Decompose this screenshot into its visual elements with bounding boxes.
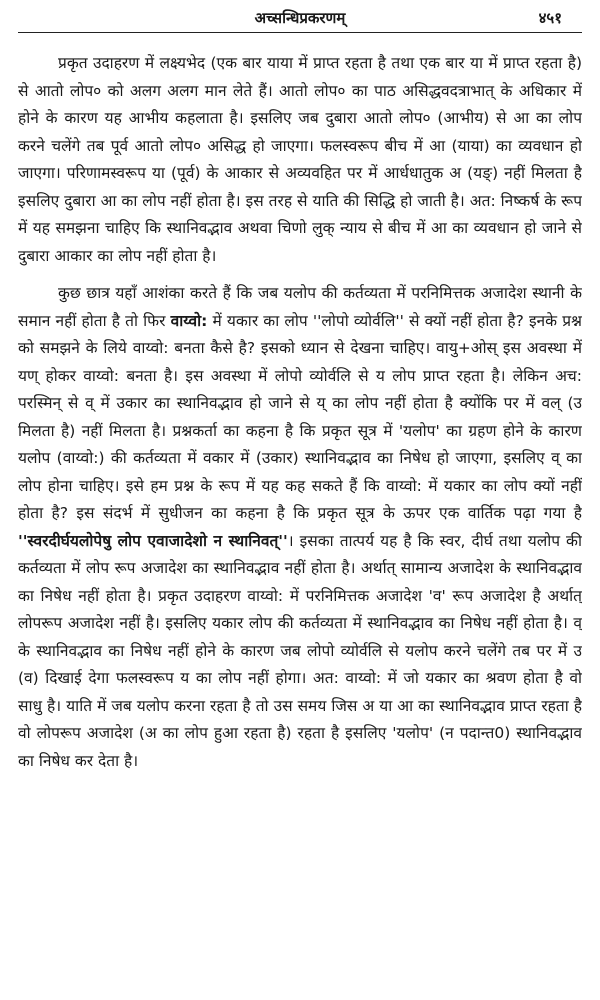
running-head: [18, 6, 582, 32]
body-text: [18, 50, 582, 994]
paragraph-2-text-b: में यकार का लोप ''लोपो व्योर्वलि'' से क्यों नहीं होता है? इनके प्रश्न को समझने के लिये वाय्वो: बनता कैसे है? इसको ध्यान से देखना चाहिए। वायु+ओस् इस अवस्था में यण् होकर वाय्वो: बनता है। इस अवस्था में लोपो व्योर्वलि से य लोप प्राप्त रहता है। लेकिन अच: परस्मिन् से व् में उकार का स्थानिवद्भाव हो जाने से य् का लोप नहीं होता है क्योंकि पर में वल् (उ मिलता है) नहीं मिलता है। प्रश्नकर्ता का कहना है कि प्रकृत सूत्र में 'यलोप' का ग्रहण होने के कारण यलोप (वाय्वो:) की कर्तव्यता में वकार में (उकार) स्थानिवद्भाव का निषेध हो जाएगा, इसलिए व् का लोप होना चाहिए। इसे हम प्रश्न के रूप में यह कह सकते हैं कि वाय्वो: में यकार का लोप क्यों नहीं होता है? इस संदर्भ में सुधीजन का कहना है कि प्रकृत सूत्र के ऊपर एक वार्तिक पढ़ा गया है: [18, 311, 582, 522]
vartika-quote: ''स्वरदीर्घयलोपेषु लोप एवाजादेशो न स्थानिवत्'': [18, 531, 288, 550]
paragraph-2: [18, 280, 582, 775]
paragraph-2-text-c: । इसका तात्पर्य यह है कि स्वर, दीर्घ तथा यलोप की कर्तव्यता में लोप रूप अजादेश का स्थानिवद्भाव नहीं होता है। अर्थात् सामान्य अजादेश के स्थानिवद्भाव का निषेध नहीं होता है। प्रकृत उदाहरण वाय्वो: में परनिमित्तक अजादेश 'व' रूप अजादेश है अर्थात् लोपरूप अजादेश नहीं है। इसलिए यकार लोप की कर्तव्यता में स्थानिवद्भाव का निषेध नहीं होता है। व् के स्थानिवद्भाव का निषेध नहीं होने के कारण जब लोपो व्योर्वलि से यलोप करने चलेंगे तब पर में उ (व) दिखाई देगा फलस्वरूप य का लोप नहीं होगा। अत: वाय्वो: में जो यकार का श्रवण होता है वो साधु है। याति में जब यलोप करना रहता है तो उस समय जिस अ या आ का स्थानिवद्भाव प्राप्त रहता है वो लोपरूप अजादेश (अ का लोप हुआ रहता है) रहता है इसलिए 'यलोप' (न पदान्त0) स्थानिवद्भाव का निषेध कर देता है।: [18, 531, 582, 770]
paragraph-1: प्रकृत उदाहरण में लक्ष्यभेद (एक बार याया में प्राप्त रहता है तथा एक बार या में प्राप्त रहता है) से आतो लोप० को अलग अलग मान लेते हैं। आतो लोप० का पाठ असिद्धवदत्राभात् के अधिकार में होने के कारण यह आभीय कहलाता है। इसलिए जब दुबारा आतो लोप० (आभीय) से आ का लोप करने चलेंगे तब पूर्व आतो लोप० असिद्ध हो जाएगा। फलस्वरूप बीच में आ (याया) का व्यवधान हो जाएगा। परिणामस्वरूप या (पूर्व) के आकार से अव्यवहित पर में आर्धधातुक अ (यङ्) नहीं मिलता है इसलिए दुबारा आ का लोप नहीं होता है। इस तरह से याति की सिद्धि हो जाती है। अत: निष्कर्ष के रूप में यह समझना चाहिए कि स्थानिवद्भाव अथवा चिणो लुक् न्याय से बीच में आ का व्यवधान हो जाने से दुबारा आकार का लोप नहीं होता है।: [18, 54, 582, 265]
bold-term-vayvoh: वाय्वो:: [170, 311, 208, 330]
chapter-title: अच्सन्धिप्रकरणम्: [254, 9, 346, 27]
paragraph-2-text-a: कुछ छात्र यहाँ आशंका करते हैं कि जब यलोप की कर्तव्यता में परनिमित्तक अजादेश स्थानी के समान नहीं होता है तो फिर: [18, 284, 582, 330]
header-divider: [18, 32, 582, 33]
page-number: ४५१: [538, 9, 562, 27]
